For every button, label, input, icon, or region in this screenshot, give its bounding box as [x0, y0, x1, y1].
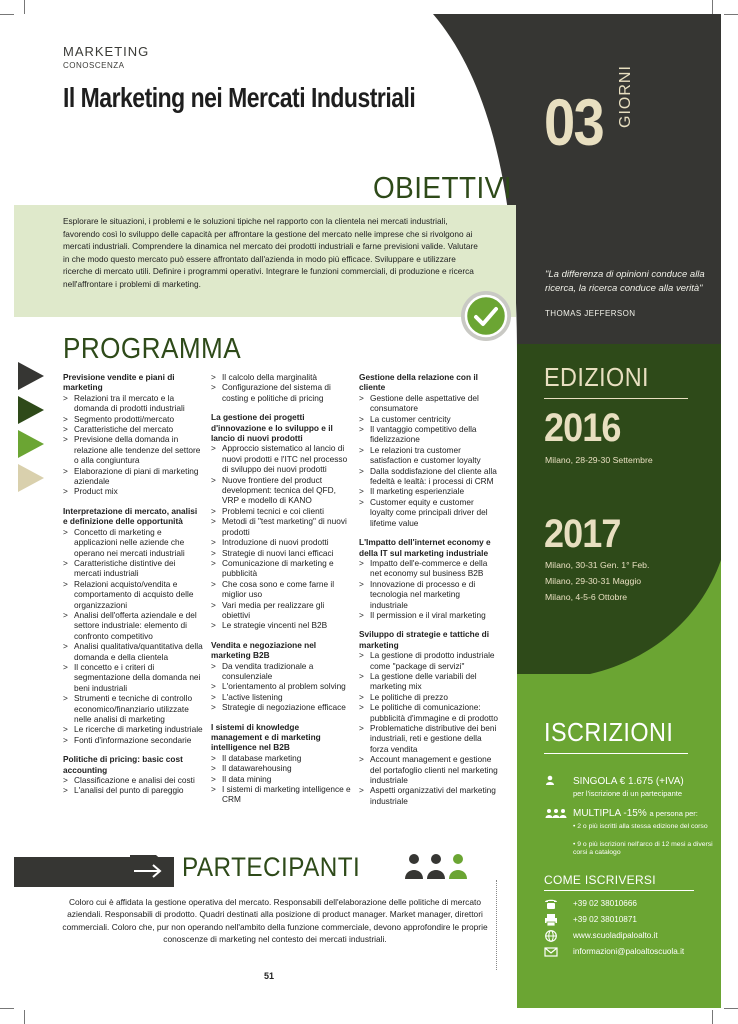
edition-year: 2016 [544, 406, 621, 450]
crop-mark [724, 14, 738, 15]
person-icon [545, 775, 555, 785]
programma-item: > Introduzione di nuovi prodotti [211, 537, 351, 547]
programma-item: > L'analisi del punto di pareggio [63, 785, 203, 795]
contact-website[interactable]: www.scuoladipaloalto.it [573, 931, 658, 940]
obiettivi-heading: OBIETTIVI [373, 170, 512, 205]
programma-item: > Le strategie vincenti nel B2B [211, 620, 351, 630]
programma-item: > Il marketing esperienziale [359, 486, 499, 496]
programma-section-title: Previsione vendite e piani di marketing [63, 372, 175, 393]
people-icon [404, 853, 468, 879]
programma-item: > Da vendita tradizionale a consulenziale [211, 661, 351, 682]
page-number: 51 [264, 971, 275, 981]
programma-item: > Strategie di nuovi lanci efficaci [211, 548, 351, 558]
singola-price: SINGOLA € 1.675 (+IVA) [573, 776, 684, 787]
programma-heading: PROGRAMMA [63, 333, 242, 365]
page-title: Il Marketing nei Mercati Industriali [63, 82, 416, 113]
programma-item: > Innovazione di processo e di tecnologia nel marketing industriale [359, 579, 499, 610]
programma-section-title: La gestione dei progetti d'innovazione e lo sviluppo e il lancio di nuovi prodotti [211, 412, 333, 444]
programma-item: > L'orientamento al problem solving [211, 681, 351, 691]
programma-item: > Comunicazione di marketing e pubblicità [211, 558, 351, 579]
programma-item: > Gestione delle aspettative del consumatore [359, 393, 499, 414]
programma-item: > Problemi tecnici e coi clienti [211, 506, 351, 516]
divider [544, 398, 688, 399]
programma-item: > Strategie di negoziazione efficace [211, 702, 351, 712]
crop-mark [24, 0, 25, 14]
programma-item: > Aspetti organizzativi del marketing industriale [359, 785, 499, 806]
programma-item: > Vari media per realizzare gli obiettivi [211, 600, 351, 621]
programma-item: > Il database marketing [211, 753, 351, 763]
programma-item: > Le ricerche di marketing industriale [63, 724, 203, 734]
programma-item: > Customer equity e customer loyalty come principali driver del lifetime value [359, 497, 499, 528]
long-arrow-icon [130, 855, 175, 887]
programma-section-title: Gestione della relazione con il cliente [359, 372, 478, 393]
singola-note: per l'iscrizione di un partecipante [573, 789, 682, 798]
programma-item: > Concetto di marketing e applicazioni nelle aziende che operano nei mercati industriali [63, 527, 203, 558]
dotted-line [496, 880, 497, 970]
edition-date: Milano, 28-29-30 Settembre [545, 455, 653, 465]
mail-icon [544, 946, 558, 958]
programma-item: > Le politiche di comunicazione: pubblicità d'immagine e di prodotto [359, 702, 499, 723]
iscrizioni-heading: ISCRIZIONI [544, 717, 674, 747]
programma-item: > Approccio sistematico al lancio di nuovi prodotti e l'ITC nel processo di sviluppo dei nuovi prodotti [211, 443, 351, 474]
programma-section-title: Vendita e negoziazione nel marketing B2B [211, 639, 317, 661]
edition-date: Milano, 30-31 Gen. 1° Feb. [545, 560, 650, 570]
crop-mark [712, 1010, 713, 1024]
come-iscriversi-heading: COME ISCRIVERSI [544, 873, 656, 887]
category-label: MARKETING [63, 44, 150, 59]
programma-item: > Nuove frontiere del product development: tecnica del QFD, VRP e modello di KANO [211, 475, 351, 506]
contact-fax[interactable]: +39 02 38010871 [573, 915, 637, 924]
crop-mark [24, 1010, 25, 1024]
multipla-label: MULTIPLA -15% [573, 808, 647, 819]
programma-item: > Il data mining [211, 774, 351, 784]
crop-mark [712, 0, 713, 14]
programma-item: > I sistemi di marketing intelligence e CRM [211, 784, 351, 805]
arrow-right-icon [18, 362, 44, 390]
programma-item: > Segmento prodotti/mercato [63, 414, 203, 424]
programma-column-3 [359, 372, 499, 806]
programma-item: > Problematiche distributive dei beni industriali, reti e gestione della forza vendita [359, 723, 499, 754]
programma-item: > Impatto dell'e-commerce e della net economy sul business B2B [359, 558, 499, 579]
edizioni-heading: EDIZIONI [544, 362, 650, 392]
quote-text: "La differenza di opinioni conduce alla ricerca, la ricerca conduce alla verità" [545, 269, 705, 294]
arrow-right-icon [18, 430, 44, 458]
edition-date: Milano, 4-5-6 Ottobre [545, 592, 628, 602]
programma-item: > Le politiche di prezzo [359, 692, 499, 702]
fax-icon [544, 914, 558, 926]
programma-section-title: I sistemi di knowledge management e di marketing intelligence nel B2B [211, 721, 321, 753]
programma-item: > Caratteristiche del mercato [63, 424, 203, 434]
phone-icon [544, 898, 558, 910]
programma-item: > L'active listening [211, 692, 351, 702]
programma-section-title: L'Impatto dell'internet economy e della IT sul marketing industriale [359, 537, 491, 558]
crop-mark [724, 1008, 738, 1009]
programma-item: > Relazioni tra il mercato e la domanda di prodotti industriali [63, 393, 203, 414]
arrow-right-icon [18, 396, 44, 424]
crop-mark [0, 14, 14, 15]
programma-column-2 [211, 372, 351, 805]
programma-item: > Il concetto e i criteri di segmentazione della domanda nei beni industriali [63, 662, 203, 693]
programma-item: > Analisi qualitativa/quantitativa della domanda e della clientela [63, 641, 203, 662]
programma-section-title: Politiche di pricing: basic cost accounting [63, 754, 183, 775]
programma-item: > Fonti d'informazione secondarie [63, 735, 203, 745]
arrow-right-icon [18, 464, 44, 492]
programma-item: > Configurazione del sistema di costing e politiche di pricing [211, 382, 351, 403]
programma-item: > La gestione di prodotto industriale come "package di servizi" [359, 650, 499, 671]
programma-item: > Classificazione e analisi dei costi [63, 775, 203, 785]
programma-item: > Analisi dell'offerta aziendale e del settore industriale: elemento di confronto competitivo [63, 610, 203, 641]
programma-item: > Caratteristiche distintive dei mercati industriali [63, 558, 203, 579]
programma-item: > Che cosa sono e come farne il miglior uso [211, 579, 351, 600]
group-icon [545, 808, 567, 818]
duration-number: 03 [544, 85, 604, 159]
partecipanti-text: Coloro cui è affidata la gestione operativa del mercato. Responsabili dell'elaborazione delle politiche di mercato aziendali. Responsabili di prodotto. Quadri destinati alla posizione di product manager. Market manager, direttori commerciali. Coloro che, pur non operando nell'ambito della funzione commerciale, devono approfondire le proprie conoscenze di marketing nel contesto dei mercati industriali. [62, 897, 488, 945]
globe-icon [544, 930, 558, 942]
programma-item: > La customer centricity [359, 414, 499, 424]
programma-item: > Le relazioni tra customer satisfaction e customer loyalty [359, 445, 499, 466]
multipla-condition: • 2 o più iscritti alla stessa edizione del corso [573, 823, 708, 830]
multipla-suffix: a persona per: [649, 809, 698, 818]
programma-section-title: Interpretazione di mercato, analisi e definizione delle opportunità [63, 505, 198, 527]
programma-column-1 [63, 372, 203, 796]
partecipanti-heading: PARTECIPANTI [182, 852, 361, 882]
obiettivi-text: Esplorare le situazioni, i problemi e le soluzioni tipiche nel rapporto con la clientela nei mercati industriali, favorendo così lo sviluppo delle capacità per affrontare la gestione del mercato nelle imprese che si rivolgono ai mercati industriali. Comprendere la dinamica nel mercato dei prodotti industriali e farne previsioni valide. Valutare in che modo questo mercato può essere affrontato dall'azienda in modo più efficace. Sviluppare e utilizzare ricerche di mercato utili. Definire i programmi operativi. Integrare le funzioni commerciali, di produzione e ricerca nell'affrontare i problemi di marketing. [63, 216, 478, 289]
programma-item: > Account management e gestione del portafoglio clienti nel marketing industriale [359, 754, 499, 785]
divider [544, 753, 688, 754]
quote-author: THOMAS JEFFERSON [545, 309, 636, 318]
multipla-price [573, 808, 698, 819]
edition-date: Milano, 29-30-31 Maggio [545, 576, 642, 586]
programma-item: > Il calcolo della marginalità [211, 372, 351, 382]
programma-item: > Il vantaggio competitivo della fidelizzazione [359, 424, 499, 445]
crop-mark [0, 1008, 14, 1009]
divider [544, 890, 694, 891]
programma-item: > Il datawarehousing [211, 763, 351, 773]
programma-section-title: Sviluppo di strategie e tattiche di marketing [359, 629, 490, 650]
duration-unit: GIORNI [617, 65, 634, 128]
check-circle-icon [460, 290, 512, 342]
subcategory-label: CONOSCENZA [63, 61, 125, 70]
programma-item: > La gestione delle variabili del marketing mix [359, 671, 499, 692]
programma-item: > Previsione della domanda in relazione alle tendenze del settore o alla congiuntura [63, 434, 203, 465]
programma-item: > Metodi di "test marketing" di nuovi prodotti [211, 516, 351, 537]
programma-item: > Relazioni acquisto/vendita e comportamento di acquisto delle organizzazioni [63, 579, 203, 610]
multipla-condition: • 9 o più iscrizioni nell'arco di 12 mesi a diversi corsi a catalogo [573, 841, 713, 857]
contact-email[interactable]: informazioni@paloaltoscuola.it [573, 947, 685, 956]
programma-item: > Elaborazione di piani di marketing aziendale [63, 466, 203, 487]
programma-item: > Product mix [63, 486, 203, 496]
programma-item: > Il permission e il viral marketing [359, 610, 499, 620]
edition-year: 2017 [544, 512, 621, 556]
programma-item: > Dalla soddisfazione del cliente alla fedeltà e lealtà: i processi di CRM [359, 466, 499, 487]
contact-phone[interactable]: +39 02 38010666 [573, 899, 637, 908]
programma-item: > Strumenti e tecniche di controllo economico/finanziario utilizzate nelle analisi di marketing [63, 693, 203, 724]
